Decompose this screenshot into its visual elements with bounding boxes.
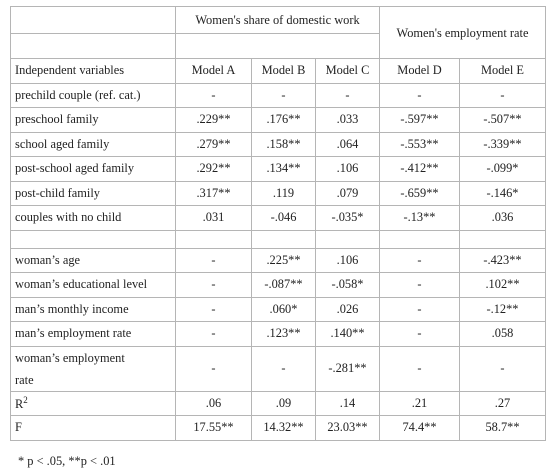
coefficient-cell: - [176, 273, 252, 298]
coefficient-cell: .27 [460, 391, 546, 416]
coefficient-cell: -.659** [380, 181, 460, 206]
coefficient-cell: - [380, 346, 460, 391]
coefficient-cell: .102** [460, 273, 546, 298]
coefficient-cell: - [252, 83, 316, 108]
variable-label: F [11, 416, 176, 441]
table-row [11, 157, 546, 182]
coefficient-cell: - [176, 248, 252, 273]
variable-label: couples with no child [11, 206, 176, 231]
coefficient-cell: - [176, 297, 252, 322]
group-header-employment-rate: Women's employment rate [380, 7, 546, 59]
table-row [11, 322, 546, 347]
table-row [11, 206, 546, 231]
coefficient-cell: 58.7** [460, 416, 546, 441]
coefficient-cell: .031 [176, 206, 252, 231]
r-squared-superscript: 2 [23, 394, 28, 405]
coefficient-cell: - [176, 83, 252, 108]
coefficient-cell: - [460, 346, 546, 391]
coefficient-cell: - [176, 322, 252, 347]
coefficient-cell: .158** [252, 132, 316, 157]
model-header: Model A [176, 59, 252, 84]
header-independent-variables: Independent variables [11, 59, 176, 84]
coefficient-cell: 74.4** [380, 416, 460, 441]
coefficient-cell: .14 [316, 391, 380, 416]
empty-cell [460, 230, 546, 248]
coefficient-cell: .140** [316, 322, 380, 347]
empty-cell [316, 230, 380, 248]
coefficient-cell: -.146* [460, 181, 546, 206]
coefficient-cell: .079 [316, 181, 380, 206]
coefficient-cell: .036 [460, 206, 546, 231]
group-header-domestic-work: Women's share of domestic work [176, 7, 380, 34]
model-header: Model B [252, 59, 316, 84]
spacer-row [11, 230, 546, 248]
coefficient-cell: .279** [176, 132, 252, 157]
coefficient-cell: .060* [252, 297, 316, 322]
table-row [11, 297, 546, 322]
variable-label: preschool family [11, 108, 176, 133]
coefficient-cell: .21 [380, 391, 460, 416]
regression-table [10, 6, 546, 441]
coefficient-cell: -.058* [316, 273, 380, 298]
coefficient-cell: 23.03** [316, 416, 380, 441]
coefficient-cell: -.046 [252, 206, 316, 231]
coefficient-cell: .106 [316, 157, 380, 182]
coefficient-cell: .033 [316, 108, 380, 133]
coefficient-cell: .225** [252, 248, 316, 273]
header-empty-cell [176, 34, 380, 59]
coefficient-cell: - [380, 297, 460, 322]
table-row [11, 83, 546, 108]
coefficient-cell: -.553** [380, 132, 460, 157]
coefficient-cell: .134** [252, 157, 316, 182]
table-row [11, 346, 546, 391]
coefficient-cell: .06 [176, 391, 252, 416]
empty-cell [252, 230, 316, 248]
coefficient-cell: -.281** [316, 346, 380, 391]
variable-label: prechild couple (ref. cat.) [11, 83, 176, 108]
r-squared-label: R [15, 396, 24, 411]
coefficient-cell: .09 [252, 391, 316, 416]
coefficient-cell: .106 [316, 248, 380, 273]
header-empty-cell [11, 34, 176, 59]
coefficient-cell: .176** [252, 108, 316, 133]
table-row [11, 248, 546, 273]
empty-cell [11, 230, 176, 248]
coefficient-cell: 14.32** [252, 416, 316, 441]
coefficient-cell: -.099* [460, 157, 546, 182]
significance-footnote: * p < .05, **p < .01 [18, 454, 116, 468]
table-row [11, 416, 546, 441]
model-header: Model D [380, 59, 460, 84]
coefficient-cell: .058 [460, 322, 546, 347]
coefficient-cell: - [252, 346, 316, 391]
coefficient-cell: -.423** [460, 248, 546, 273]
coefficient-cell: - [380, 273, 460, 298]
variable-label: woman’s educational level [11, 273, 176, 298]
table-row [11, 108, 546, 133]
variable-label [11, 391, 176, 416]
variable-label: post-school aged family [11, 157, 176, 182]
variable-label: woman’s age [11, 248, 176, 273]
coefficient-cell: -.035* [316, 206, 380, 231]
coefficient-cell: -.412** [380, 157, 460, 182]
coefficient-cell: 17.55** [176, 416, 252, 441]
table-row [11, 181, 546, 206]
variable-label: man’s monthly income [11, 297, 176, 322]
variable-label-line: rate [15, 372, 34, 387]
variable-label: school aged family [11, 132, 176, 157]
coefficient-cell: .119 [252, 181, 316, 206]
coefficient-cell: .292** [176, 157, 252, 182]
coefficient-cell: -.597** [380, 108, 460, 133]
variable-label [11, 346, 176, 391]
coefficient-cell: - [176, 346, 252, 391]
coefficient-cell: - [380, 83, 460, 108]
coefficient-cell: -.087** [252, 273, 316, 298]
coefficient-cell: -.339** [460, 132, 546, 157]
coefficient-cell: -.12** [460, 297, 546, 322]
coefficient-cell: .229** [176, 108, 252, 133]
variable-label: man’s employment rate [11, 322, 176, 347]
coefficient-cell: - [316, 83, 380, 108]
empty-cell [380, 230, 460, 248]
model-header: Model C [316, 59, 380, 84]
coefficient-cell: -.507** [460, 108, 546, 133]
table-row [11, 273, 546, 298]
coefficient-cell: -.13** [380, 206, 460, 231]
coefficient-cell: .064 [316, 132, 380, 157]
empty-cell [176, 230, 252, 248]
coefficient-cell: .317** [176, 181, 252, 206]
coefficient-cell: - [380, 322, 460, 347]
table-row [11, 132, 546, 157]
model-header: Model E [460, 59, 546, 84]
variable-label-line: woman’s employment [15, 350, 125, 365]
coefficient-cell: .123** [252, 322, 316, 347]
header-empty-cell [11, 7, 176, 34]
coefficient-cell: - [380, 248, 460, 273]
variable-label: post-child family [11, 181, 176, 206]
coefficient-cell: - [460, 83, 546, 108]
table-row [11, 391, 546, 416]
coefficient-cell: .026 [316, 297, 380, 322]
